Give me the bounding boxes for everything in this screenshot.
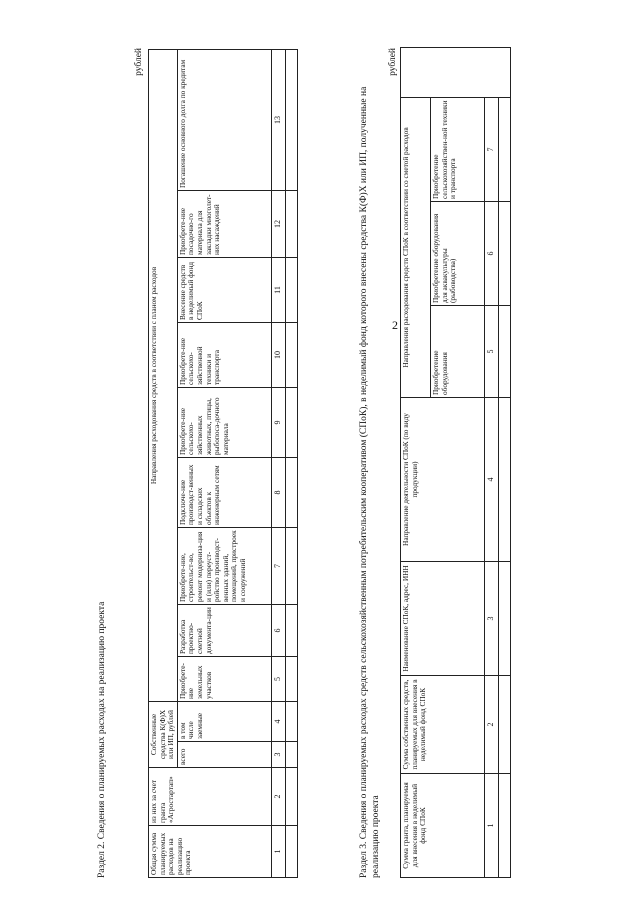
- data-cell[interactable]: [499, 676, 511, 774]
- section-3-title: Раздел 3. Сведения о планируемых расходах средств сельскохозяйственным потребительским кооперативом (СПоК), в неделимый фонд которого внесены средства К(Ф)Х или ИП, полученные на реализацию проекта: [359, 86, 381, 878]
- header-dir-5: Приобрете-ние сельскохо-зяйственных животных, птицы, рыбопоса-дочного материала: [177, 388, 271, 458]
- col-number: 5: [485, 306, 499, 398]
- col-number: 11: [271, 258, 285, 323]
- data-cell[interactable]: [285, 323, 297, 388]
- header-dir-9: Погашение основного долга по кредитам: [177, 50, 271, 191]
- col-number: 3: [271, 742, 285, 768]
- section-3-unit: рублей: [388, 48, 398, 76]
- data-cell[interactable]: [499, 398, 511, 562]
- header-grant-sum: Сумма гранта, планируемая для внесения в неделимый фонд СПоК: [401, 774, 485, 878]
- data-cell[interactable]: [285, 191, 297, 258]
- col-number: 1: [271, 826, 285, 878]
- data-cell[interactable]: [285, 605, 297, 657]
- header-dir-2: Разработка проектно-сметной документа-ции: [177, 605, 271, 657]
- header-dir-3: Приобретение сельскохозяйствен-ной техники и транспорта: [431, 97, 485, 201]
- col-number: 12: [271, 191, 285, 258]
- header-own-sum: Сумма собственных средств, планируемых для внесения в неделимый фонд СПоК: [401, 676, 485, 774]
- col-number: 5: [271, 657, 285, 702]
- blank-cell: [401, 47, 511, 97]
- col-number: 13: [271, 50, 285, 191]
- data-cell[interactable]: [499, 562, 511, 676]
- section-2-title: Раздел 2. Сведения о планируемых расходах на реализацию проекта: [97, 601, 107, 878]
- header-directions: Направления расходования средств СПоК в соответствии со сметой расходов: [401, 97, 431, 397]
- col-number: 1: [485, 774, 499, 878]
- data-cell[interactable]: [499, 202, 511, 306]
- header-total: Общая сумма планируемых расходов на реализацию проекта: [149, 826, 272, 878]
- data-cell[interactable]: [499, 774, 511, 878]
- header-own-incl: в том числе заемные: [177, 702, 271, 742]
- header-activity: Направление деятельности СПоК (по виду продукции): [401, 398, 485, 562]
- data-cell[interactable]: [285, 657, 297, 702]
- col-number: 7: [485, 97, 499, 201]
- header-dir-1: Приобретение оборудования: [431, 306, 485, 398]
- col-number: 4: [271, 702, 285, 742]
- header-directions: Направления расходования средств в соответствии с планом расходов: [149, 50, 178, 702]
- col-number: 2: [271, 768, 285, 826]
- header-own-all: всего: [177, 742, 271, 768]
- header-own: Собственные средства К(Ф)Х или ИП, рублей: [149, 702, 178, 768]
- col-number: 4: [485, 398, 499, 562]
- header-dir-8: Приобрете-ние посадочно-го материала для закладки многолет-них насаждений: [177, 191, 271, 258]
- header-dir-6: Приобрете-ние сельскохо-зяйственной техники и транспорта: [177, 323, 271, 388]
- col-number: 2: [485, 676, 499, 774]
- section-2-unit: рублей: [134, 48, 144, 76]
- col-number: 6: [485, 202, 499, 306]
- col-number: 9: [271, 388, 285, 458]
- data-cell[interactable]: [285, 742, 297, 768]
- section-3-table: [400, 47, 511, 878]
- data-cell[interactable]: [499, 97, 511, 201]
- header-name: Наименование СПоК, адрес, ИНН: [401, 562, 485, 676]
- header-dir-7: Внесение средств в неделимый фонд СПоК: [177, 258, 271, 323]
- col-number: 3: [485, 562, 499, 676]
- col-number: 8: [271, 458, 285, 528]
- data-cell[interactable]: [285, 258, 297, 323]
- data-cell[interactable]: [285, 528, 297, 605]
- header-grant: из них за счет гранта «Агростартап»: [149, 768, 272, 826]
- header-dir-3: Приобрете-ние, строительст-во, ремонт модерниза-ция и (или) переуст-ройство производст-венных зданий, помещений, пристроек и сооружений: [177, 528, 271, 605]
- col-number: 7: [271, 528, 285, 605]
- col-number: 6: [271, 605, 285, 657]
- data-cell[interactable]: [285, 768, 297, 826]
- rotated-page-content: [96, 38, 566, 878]
- data-cell[interactable]: [285, 50, 297, 191]
- page-number: 2: [392, 318, 398, 332]
- data-cell[interactable]: [285, 826, 297, 878]
- header-dir-2: Приобретение оборудования для аквакультуры (рыбоводства): [431, 202, 485, 306]
- data-cell[interactable]: [285, 702, 297, 742]
- col-number: 10: [271, 323, 285, 388]
- section-2-table: [148, 49, 298, 878]
- data-cell[interactable]: [499, 306, 511, 398]
- header-dir-1: Приобрете-ние земельных участков: [177, 657, 271, 702]
- data-cell[interactable]: [285, 458, 297, 528]
- data-cell[interactable]: [285, 388, 297, 458]
- header-dir-4: Подключе-ние производст-венных и складских объектов к инженерным сетям: [177, 458, 271, 528]
